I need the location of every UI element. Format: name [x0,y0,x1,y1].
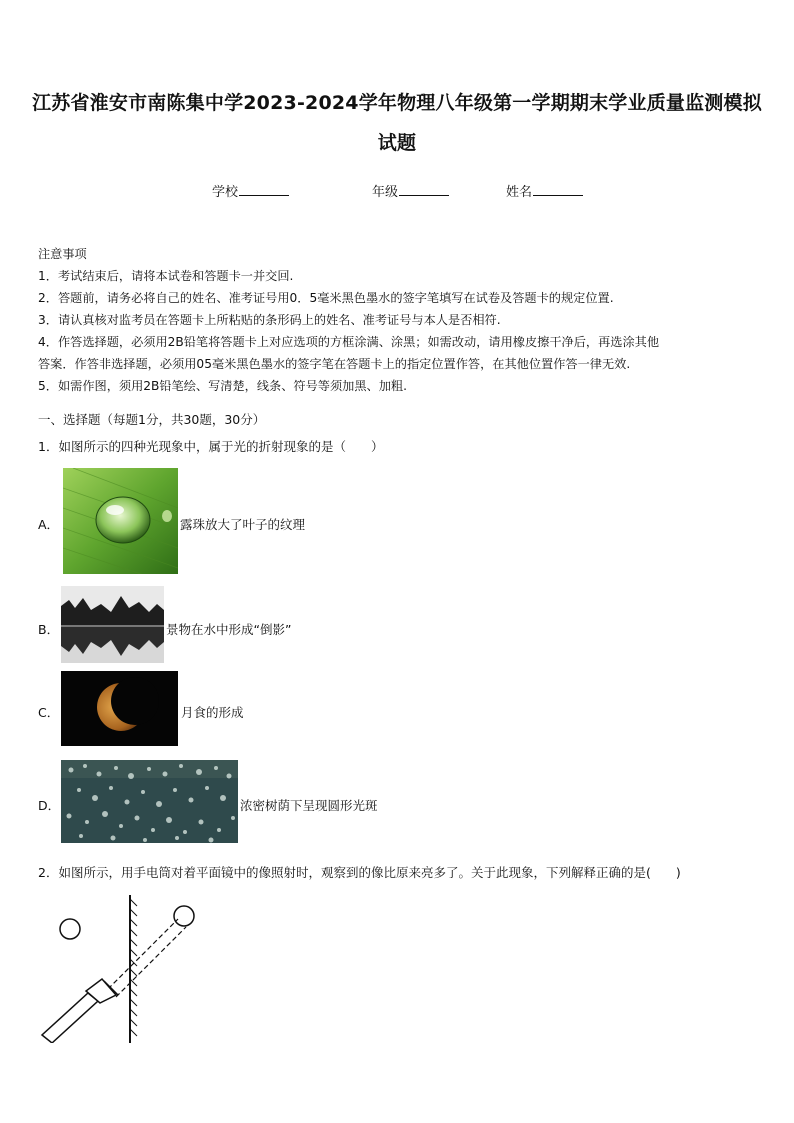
option-b-text: 景物在水中形成“倒影” [166,622,292,637]
note-item: 1．考试结束后，请将本试卷和答题卡一并交回. [38,269,294,283]
grade-field[interactable]: 年级 [372,181,449,200]
option-d-text: 浓密树荫下呈现圆形光斑 [240,798,378,813]
note-item: 2．答题前，请务必将自己的姓名、准考证号用0．5毫米黑色墨水的签字笔填写在试卷及答题卡的规定位置. [38,291,614,305]
option-c-text: 月食的形成 [181,705,244,720]
leaf-dewdrop-image [63,468,178,574]
option-b-letter: B． [38,622,60,637]
section-heading: 一、选择题（每题1分，共30题，30分） [38,412,266,427]
question-1-stem: 1．如图所示的四种光现象中，属于光的折射现象的是（ ） [38,439,384,454]
page-title-line1: 江苏省淮安市南陈集中学2023-2024学年物理八年级第一学期期末学业质量监测模拟 [32,92,762,114]
option-a-letter: A． [38,517,60,532]
flashlight-mirror-diagram [38,893,208,1043]
mountain-reflection-image [61,586,164,663]
lunar-eclipse-image [61,671,178,746]
question-2-stem: 2．如图所示，用手电筒对着平面镜中的像照射时，观察到的像比原来亮多了。关于此现象，下列解释正确的是( ) [38,865,681,880]
note-item: 4．作答选择题，必须用2B铅笔将答题卡上对应选项的方框涂满、涂黑；如需改动，请用橡皮擦干净后，再选涂其他 [38,335,660,349]
notes-block [38,243,763,397]
note-item: 3．请认真核对监考员在答题卡上所粘贴的条形码上的姓名、准考证号与本人是否相符. [38,313,501,327]
page-title-line2: 试题 [377,132,417,154]
notes-heading: 注意事项 [38,247,87,261]
option-a-text: 露珠放大了叶子的纹理 [180,517,306,532]
note-item: 答案．作答非选择题，必须用05毫米黑色墨水的签字笔在答题卡上的指定位置作答，在其他位置作答一律无效. [38,357,631,371]
name-field[interactable]: 姓名 [506,181,583,200]
note-item: 5．如需作图，须用2B铅笔绘、写清楚，线条、符号等须加黑、加粗. [38,379,407,393]
option-c-letter: C． [38,705,60,720]
option-d-letter: D． [38,798,61,813]
light-spots-image [61,760,238,843]
school-field[interactable]: 学校 [212,181,289,200]
